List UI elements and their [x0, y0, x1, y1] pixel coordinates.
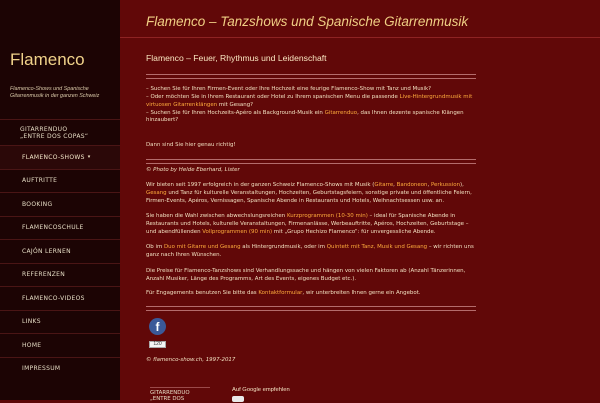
bandoneon-link[interactable]: Bandoneon	[396, 182, 428, 188]
nav-item-referenzen[interactable]	[0, 263, 120, 287]
text: ),	[460, 182, 464, 188]
text: als Hintergrundmusik, oder im	[240, 244, 327, 250]
nav-item-label: FLAMENCO-VIDEOS	[22, 294, 85, 302]
chevron-down-icon: ▾	[87, 154, 91, 161]
text: Ob im	[146, 244, 164, 250]
footer-nav-label: GITARRENDUO	[150, 390, 190, 396]
text: ,	[393, 182, 397, 188]
kurzprogramme-link[interactable]: Kurzprogrammen (10-30 min)	[286, 213, 368, 219]
vollprogramme-link[interactable]: Vollprogrammen (90 min)	[202, 228, 273, 235]
divider	[146, 306, 476, 311]
nav-item-gitarrenduo[interactable]	[0, 119, 120, 145]
contact-paragraph	[146, 290, 480, 298]
photo-credit: © Photo by Helde Eberhard, Lister	[146, 167, 240, 173]
nav-item-label-line2: „ENTRE DOS COPAS“	[20, 132, 89, 140]
main-nav	[0, 119, 120, 380]
nav-item-label: REFERENZEN	[22, 271, 66, 279]
ensemble-paragraph	[146, 244, 480, 260]
duo-link[interactable]: Duo mit Gitarre und Gesang	[164, 244, 241, 250]
nav-item-impressum[interactable]	[0, 357, 120, 381]
perkussion-link[interactable]: Perkussion	[430, 182, 461, 188]
text: – ideal für Spanische Abende in Restaurants und Hotels, kulturelle Veranstaltungen, Firmenanlässe, Werbeauftritte, Apéros, Hochzeiten, Geburtstage – und abendfüllenden	[146, 213, 469, 235]
facebook-share-count: 120	[149, 341, 166, 348]
quintett-link[interactable]: Quintett mit Tanz, Musik und Gesang	[326, 244, 428, 250]
nav-item-label: IMPRESSUM	[22, 365, 61, 373]
nav-item-label: GITARRENDUO	[20, 125, 68, 133]
intro-line-1: – Suchen Sie für Ihren Firmen-Event oder Ihre Hochzeit eine feurige Flamenco-Show mit Tanz und Musik?	[146, 86, 432, 92]
gitarre-link[interactable]: Gitarre	[374, 182, 394, 188]
nav-item-flamencoschule[interactable]	[0, 216, 120, 240]
google-plus-button[interactable]	[232, 396, 244, 402]
text: und Tanz für kulturelle Veranstaltungen, Hochzeiten, Geburtstagsfeiern, sonstige private und öffentliche Feiern, Firmen-Events, Apéros, Vernissagen, Spanische Abende in Restaurants und Hotels, Weihnachtsessen usw. an.	[146, 189, 472, 204]
text: Wir bieten seit 1997 erfolgreich in der ganzen Schweiz Flamenco-Shows mit Musik (	[146, 182, 375, 188]
kontaktformular-link[interactable]: Kontaktformular	[258, 290, 303, 296]
page-title: Flamenco – Tanzshows und Spanische Gitarrenmusik	[146, 14, 469, 29]
intro-line-2: – Oder möchten Sie in Ihrem Restaurant oder Hotel zu Ihrem spanischen Menu die passende	[146, 93, 400, 100]
text: – wir richten uns ganz nach Ihren Wünschen.	[146, 244, 474, 258]
nav-item-links[interactable]	[0, 310, 120, 334]
page-subtitle: Flamenco – Feuer, Rhythmus und Leidenschaft	[146, 53, 327, 63]
facebook-icon[interactable]: f	[149, 318, 166, 335]
divider	[146, 159, 476, 164]
header-divider	[120, 37, 600, 38]
text: Für Engagements benutzen Sie bitte das	[146, 290, 259, 296]
nav-item-label: BOOKING	[22, 200, 53, 208]
pricing-paragraph: Die Preise für Flamenco-Tanzshows sind Verhandlungssache und hängen von vielen Faktoren ab (Anzahl Tänzerinnen, Anzahl Musiker, Länge des Programms, Art des Events, eigenes Budget etc.).	[146, 268, 466, 282]
intro-paragraph	[146, 86, 480, 125]
nav-item-flamenco-videos[interactable]	[0, 286, 120, 310]
footer-nav-label-line2: „ENTRE DOS	[150, 396, 185, 402]
intro-line-3: – Suchen Sie für Ihren Hochzeits-Apéro als Background-Musik ein	[146, 109, 325, 116]
nav-item-label: AUFTRITTE	[22, 177, 58, 185]
google-recommend-label: Auf Google empfehlen	[232, 387, 290, 393]
intro-line-2-end: mit Gesang?	[217, 101, 254, 108]
nav-item-flamenco-shows[interactable]	[0, 145, 120, 169]
divider	[146, 74, 476, 79]
sidebar	[0, 0, 120, 400]
gesang-link[interactable]: Gesang	[146, 189, 167, 196]
offer-paragraph	[146, 182, 480, 206]
gitarrenduo-link[interactable]: Gitarrenduo	[324, 109, 358, 116]
text: Sie haben die Wahl zwischen abwechslungsreichen	[146, 213, 287, 219]
site-tagline: Flamenco-Shows und Spanische Gitarrenmusik in der ganzen Schweiz	[10, 86, 100, 99]
nav-item-label: FLAMENCOSCHULE	[22, 224, 84, 232]
text: , wir unterbreiten Ihnen gerne ein Angebot.	[302, 290, 421, 296]
nav-item-label: FLAMENCO-SHOWS	[22, 153, 85, 161]
intro-line-3-end: , das Ihnen dezente spanische Klängen hinzaubert?	[146, 109, 464, 124]
nav-item-label: HOME	[22, 341, 42, 349]
text: mit „Grupo Hechizo Flamenco“: für unvergessliche Abende.	[272, 228, 436, 235]
copyright: © flamenco-show.ch, 1997-2017	[146, 357, 236, 363]
footer-nav-gitarrenduo[interactable]	[150, 387, 210, 403]
live-music-link[interactable]: Live-Hintergrundmusik mit virtuosen Gitarrenklängen	[146, 93, 473, 108]
site-title[interactable]: Flamenco	[10, 50, 85, 69]
nav-item-label: CAJÓN LERNEN	[22, 247, 71, 255]
programs-paragraph	[146, 213, 480, 237]
nav-item-home[interactable]	[0, 333, 120, 357]
main-content	[120, 0, 600, 400]
text: ,	[427, 182, 431, 188]
nav-item-label: LINKS	[22, 318, 41, 326]
intro-conclusion: Dann sind Sie hier genau richtig!	[146, 142, 236, 148]
nav-item-cajon-lernen[interactable]	[0, 239, 120, 263]
nav-item-booking[interactable]	[0, 192, 120, 216]
nav-item-auftritte[interactable]	[0, 169, 120, 193]
